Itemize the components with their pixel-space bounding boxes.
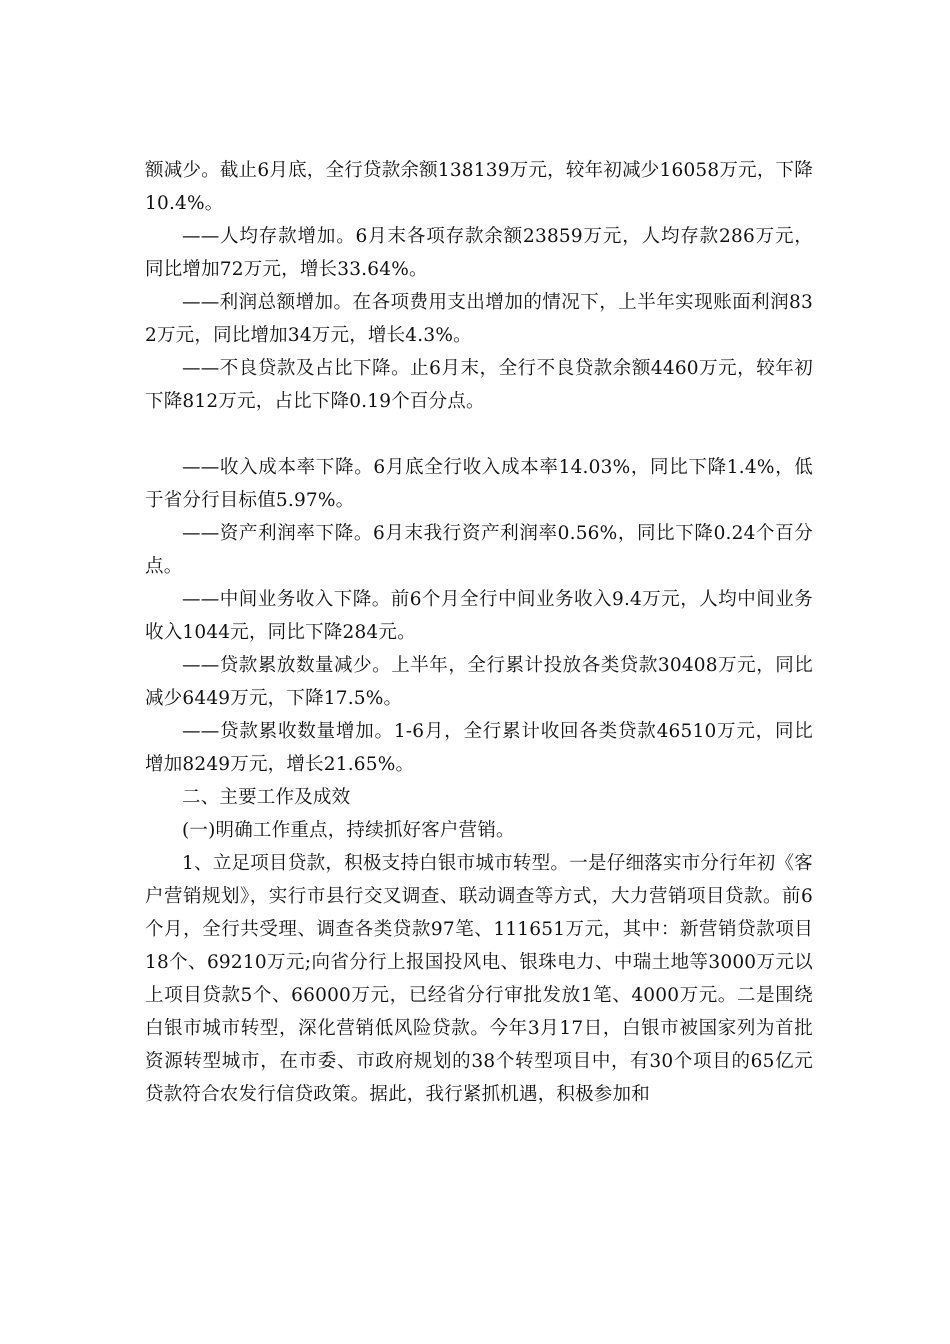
paragraph-deposit-per-capita: ——人均存款增加。6月末各项存款余额23859万元，人均存款286万元，同比增加72万元，增长33.64%。 (145, 226, 813, 280)
paragraph-cost-income-ratio: ——收入成本率下降。6月底全行收入成本率14.03%，同比下降1.4%，低于省分行目标值5.97%。 (145, 457, 813, 511)
paragraph-loans-issued: ——贷款累放数量减少。上半年，全行累计投放各类贷款30408万元，同比减少6449万元，下降17.5%。 (145, 655, 813, 709)
section-heading-main-work: 二、主要工作及成效 (182, 787, 351, 808)
paragraph-loans-recovered: ——贷款累收数量增加。1-6月，全行累计收回各类贷款46510万元，同比增加8249万元，增长21.65%。 (145, 721, 813, 775)
paragraph-nonperforming-loans: ——不良贷款及占比下降。止6月末，全行不良贷款余额4460万元，较年初下降812万元，占比下降0.19个百分点。 (145, 358, 813, 412)
paragraph-intermediary-income: ——中间业务收入下降。前6个月全行中间业务收入9.4万元，人均中间业务收入1044元，同比下降284元。 (145, 589, 813, 643)
subsection-heading-customer-marketing: (一)明确工作重点，持续抓好客户营销。 (182, 820, 515, 841)
paragraph-project-loans: 1、立足项目贷款，积极支持白银市城市转型。一是仔细落实市分行年初《客户营销规划》，实行市县行交叉调查、联动调查等方式，大力营销项目贷款。前6个月，全行共受理、调查各类贷款97笔、111651万元，其中：新营销贷款项目18个、69210万元;向省分行上报国投风电、银珠电力、中瑞土地等3000万元以上项目贷款5个、66000万元，已经省分行审批发放1笔、4000万元。二是围绕白银市城市转型，深化营销低风险贷款。今年3月17日，白银市被国家列为首批资源转型城市，在市委、市政府规划的38个转型项目中，有30个项目的65亿元贷款符合农发行信贷政策。据此，我行紧抓机遇，积极参加和 (145, 853, 813, 1105)
paragraph-gap (145, 418, 813, 451)
paragraph-loan-balance: 额减少。截止6月底，全行贷款余额138139万元，较年初减少16058万元，下降10.4%。 (145, 160, 813, 214)
document-body (145, 154, 813, 1111)
paragraph-total-profit: ——利润总额增加。在各项费用支出增加的情况下，上半年实现账面利润832万元，同比增加34万元，增长4.3%。 (145, 292, 813, 346)
paragraph-asset-profit-ratio: ——资产利润率下降。6月末我行资产利润率0.56%，同比下降0.24个百分点。 (145, 523, 813, 577)
